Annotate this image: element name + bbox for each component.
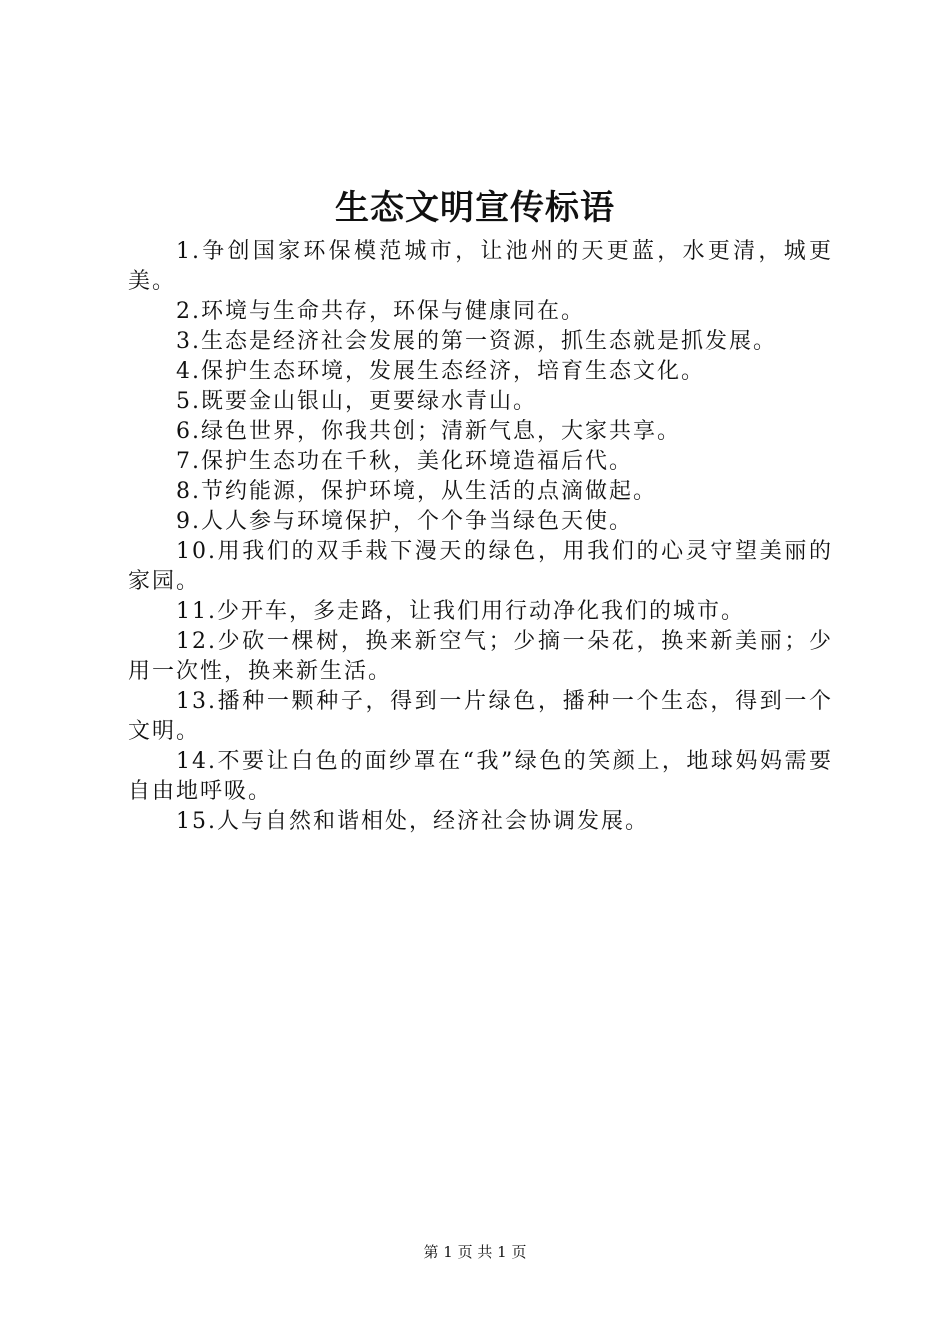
slogan-paragraph: 2.环境与生命共存，环保与健康同在。	[176, 299, 585, 324]
slogan-paragraph: 8.节约能源，保护环境，从生活的点滴做起。	[176, 479, 657, 504]
slogan-paragraph: 15.人与自然和谐相处，经济社会协调发展。	[176, 809, 649, 834]
slogan-paragraph: 5.既要金山银山，更要绿水青山。	[176, 389, 537, 414]
slogan-paragraph: 14.不要让白色的面纱罩在“我”绿色的笑颜上，地球妈妈需要自由地呼吸。	[128, 749, 833, 804]
slogan-paragraph: 11.少开车，多走路，让我们用行动净化我们的城市。	[176, 599, 745, 624]
slogan-paragraph: 13.播种一颗种子，得到一片绿色，播种一个生态，得到一个文明。	[128, 689, 833, 744]
page-number-footer: 第 1 页 共 1 页	[423, 1243, 527, 1261]
slogan-paragraph: 12.少砍一棵树，换来新空气；少摘一朵花，换来新美丽；少用一次性，换来新生活。	[128, 629, 833, 684]
slogan-paragraph: 7.保护生态功在千秋，美化环境造福后代。	[176, 449, 633, 474]
document-body	[128, 237, 833, 837]
slogan-paragraph: 4.保护生态环境，发展生态经济，培育生态文化。	[176, 359, 705, 384]
slogan-paragraph: 6.绿色世界，你我共创；清新气息，大家共享。	[176, 419, 681, 444]
document-title: 生态文明宣传标语	[335, 188, 615, 228]
slogan-paragraph: 10.用我们的双手栽下漫天的绿色，用我们的心灵守望美丽的家园。	[128, 539, 833, 594]
slogan-paragraph: 3.生态是经济社会发展的第一资源，抓生态就是抓发展。	[176, 329, 777, 354]
slogan-paragraph: 1.争创国家环保模范城市，让池州的天更蓝，水更清，城更美。	[128, 239, 833, 294]
slogan-paragraph: 9.人人参与环境保护，个个争当绿色天使。	[176, 509, 633, 534]
